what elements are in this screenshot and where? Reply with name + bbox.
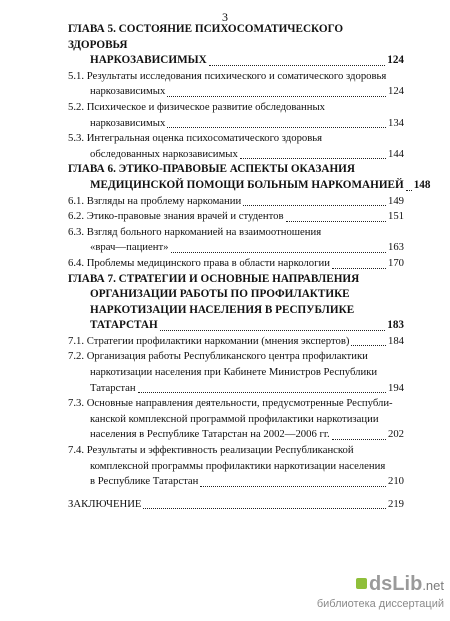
dot-leader bbox=[143, 508, 386, 509]
dot-leader bbox=[167, 96, 386, 97]
toc-line: 7.2. Организация работы Республиканского центра профилактики bbox=[68, 350, 368, 363]
page-number: 3 bbox=[222, 10, 228, 24]
dot-leader bbox=[351, 345, 386, 346]
watermark-logo bbox=[294, 573, 444, 596]
watermark-subtitle: библиотека диссертаций bbox=[316, 598, 444, 610]
dot-leader bbox=[160, 330, 386, 331]
toc-line: НАРКОТИЗАЦИИ НАСЕЛЕНИЯ В РЕСПУБЛИКЕ bbox=[90, 303, 355, 316]
toc-page-number: 184 bbox=[387, 334, 404, 347]
toc-line: канской комплексной программой профилактики наркотизации bbox=[90, 412, 379, 425]
toc-entry-title: 6.2. Этико-правовые знания врачей и студентов bbox=[68, 210, 284, 223]
toc-entry-ch7 bbox=[68, 272, 404, 334]
table-of-contents bbox=[68, 22, 431, 512]
toc-page-number: 163 bbox=[387, 241, 404, 254]
toc-entry-s6-3 bbox=[68, 225, 404, 256]
toc-line-last bbox=[68, 209, 404, 225]
toc-entry-title: 6.4. Проблемы медицинского права в области наркологии bbox=[68, 256, 330, 269]
toc-entry-ch6 bbox=[68, 162, 431, 193]
toc-line-last bbox=[68, 178, 431, 194]
toc-page-number: 151 bbox=[387, 210, 404, 223]
toc-entry-title: 7.1. Стратегии профилактики наркомании (мнения экспертов) bbox=[68, 334, 350, 347]
toc-page-number: 134 bbox=[387, 116, 404, 129]
toc-entry-s5-1 bbox=[68, 69, 404, 100]
toc-line: 5.3. Интегральная оценка психосоматического здоровья bbox=[68, 132, 323, 145]
toc-entry-title: «врач—пациент» bbox=[90, 241, 169, 254]
toc-line: 5.2. Психическое и физическое развитие обследованных bbox=[68, 100, 325, 113]
toc-line: 7.3. Основные направления деятельности, предусмотренные Республи- bbox=[68, 397, 393, 410]
toc-line-last bbox=[68, 381, 404, 397]
toc-line-last bbox=[68, 84, 404, 100]
toc-entry-title: Татарстан bbox=[90, 381, 136, 394]
toc-entry-s7-2 bbox=[68, 349, 404, 396]
toc-line-last bbox=[68, 318, 404, 334]
toc-line: наркотизации населения при Кабинете Министров Республики bbox=[90, 366, 378, 379]
toc-entry-s7-1 bbox=[68, 334, 404, 350]
toc-line: 6.3. Взгляд больного наркоманией на взаимоотношения bbox=[68, 225, 322, 238]
toc-page-number: 144 bbox=[387, 147, 404, 160]
toc-entry-s6-1 bbox=[68, 194, 404, 210]
toc-line-last bbox=[68, 240, 404, 256]
watermark-domain: .net bbox=[422, 578, 444, 593]
toc-entry-title: в Республике Татарстан bbox=[90, 475, 199, 488]
toc-line-last bbox=[68, 497, 404, 513]
toc-entry-s7-4 bbox=[68, 443, 404, 490]
dot-leader bbox=[200, 486, 386, 487]
toc-line: 5.1. Результаты исследования психического и соматического здоровья bbox=[68, 69, 387, 82]
dot-leader bbox=[209, 65, 386, 66]
toc-entry-title: населения в Республике Татарстан на 2002—2006 гг. bbox=[90, 428, 330, 441]
dot-leader bbox=[406, 190, 412, 191]
toc-entry-title: ТАТАРСТАН bbox=[90, 319, 158, 332]
toc-entry-title: наркозависимых bbox=[90, 116, 166, 129]
toc-entry-concl bbox=[68, 497, 404, 513]
toc-line: ГЛАВА 7. СТРАТЕГИИ И ОСНОВНЫЕ НАПРАВЛЕНИЯ bbox=[68, 272, 360, 285]
toc-page-number: 124 bbox=[387, 54, 404, 67]
toc-entry-s6-4 bbox=[68, 256, 404, 272]
toc-line-last bbox=[68, 427, 404, 443]
toc-entry-s6-2 bbox=[68, 209, 404, 225]
toc-line-last bbox=[68, 53, 404, 69]
watermark-logo-text: dsLib bbox=[368, 573, 423, 595]
toc-page-number: 202 bbox=[387, 428, 404, 441]
toc-line-last bbox=[68, 256, 404, 272]
dot-leader bbox=[167, 127, 386, 128]
toc-entry-title: 6.1. Взгляды на проблему наркомании bbox=[68, 194, 242, 207]
toc-line-last bbox=[68, 194, 404, 210]
dslib-watermark bbox=[294, 573, 444, 617]
toc-entry-title: обследованных наркозависимых bbox=[90, 147, 238, 160]
toc-entry-title: НАРКОЗАВИСИМЫХ bbox=[90, 54, 207, 67]
toc-page-number: 149 bbox=[387, 194, 404, 207]
dot-leader bbox=[171, 252, 386, 253]
logo-square-icon bbox=[356, 578, 367, 589]
toc-entry-title: наркозависимых bbox=[90, 85, 166, 98]
dot-leader bbox=[286, 221, 386, 222]
dot-leader bbox=[243, 205, 386, 206]
toc-page-number: 148 bbox=[413, 178, 431, 191]
toc-line: ГЛАВА 6. ЭТИКО-ПРАВОВЫЕ АСПЕКТЫ ОКАЗАНИЯ bbox=[68, 163, 355, 176]
toc-entry-s7-3 bbox=[68, 396, 404, 443]
toc-page-number: 170 bbox=[387, 256, 404, 269]
dot-leader bbox=[240, 158, 386, 159]
toc-entry-s5-2 bbox=[68, 100, 404, 131]
toc-entry-s5-3 bbox=[68, 131, 404, 162]
toc-entry-ch5 bbox=[68, 22, 404, 69]
toc-line-last bbox=[68, 334, 404, 350]
toc-page-number: 219 bbox=[387, 497, 404, 510]
toc-line: ГЛАВА 5. СОСТОЯНИЕ ПСИХОСОМАТИЧЕСКОГО ЗДОРОВЬЯ bbox=[68, 23, 344, 51]
toc-entry-title: МЕДИЦИНСКОЙ ПОМОЩИ БОЛЬНЫМ НАРКОМАНИЕЙ bbox=[90, 178, 404, 191]
toc-line-last bbox=[68, 116, 404, 132]
toc-entry-title: ЗАКЛЮЧЕНИЕ bbox=[68, 497, 142, 510]
toc-page-number: 194 bbox=[387, 381, 404, 394]
toc-line: 7.4. Результаты и эффективность реализации Республиканской bbox=[68, 444, 354, 457]
toc-line-last bbox=[68, 147, 404, 163]
toc-line: ОРГАНИЗАЦИИ РАБОТЫ ПО ПРОФИЛАКТИКЕ bbox=[90, 288, 350, 301]
toc-page-number: 124 bbox=[387, 85, 404, 98]
toc-line: комплексной программы профилактики наркотизации населения bbox=[90, 459, 386, 472]
toc-page-number: 183 bbox=[387, 319, 404, 332]
toc-line-last bbox=[68, 474, 404, 490]
dot-leader bbox=[138, 392, 386, 393]
dot-leader bbox=[332, 439, 386, 440]
toc-page-number: 210 bbox=[387, 475, 404, 488]
dot-leader bbox=[332, 268, 386, 269]
